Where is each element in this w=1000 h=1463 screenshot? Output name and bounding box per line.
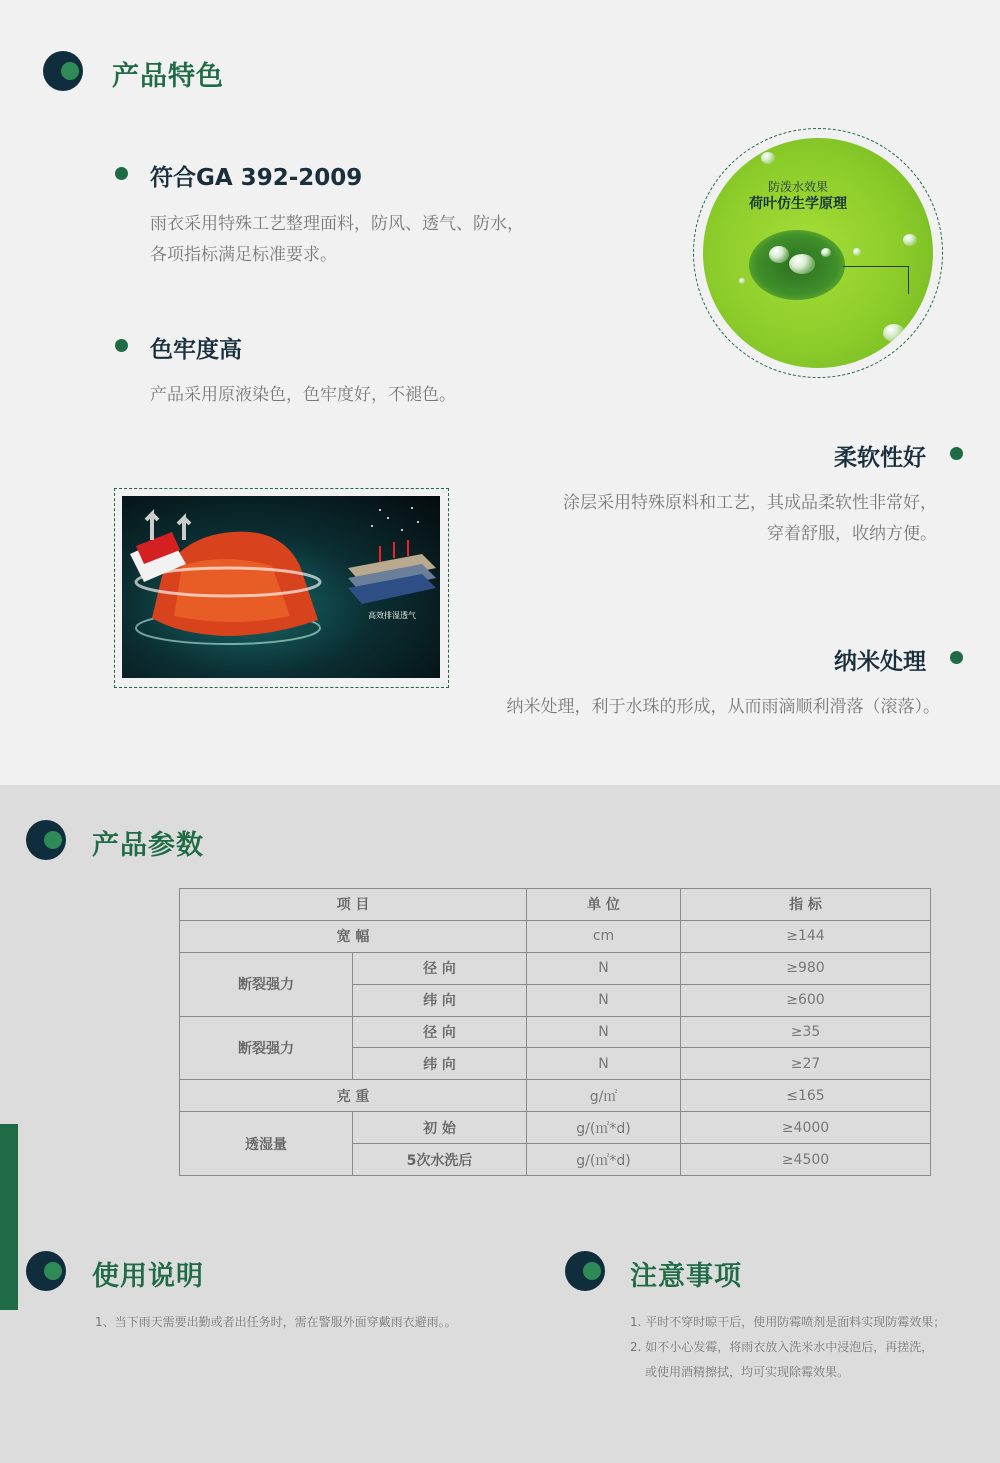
- list-item: 2. 如不小心发霉，将雨衣放入洗米水中浸泡后，再搓洗，: [630, 1340, 934, 1354]
- lotus-caption-line1: 防泼水效果: [767, 180, 828, 194]
- row-value: ≥980: [681, 952, 931, 984]
- row-unit: g/(㎡*d): [527, 1112, 681, 1144]
- row-unit: N: [527, 1016, 681, 1048]
- feature-desc-line: 雨衣采用特殊工艺整理面料，防风、透气、防水，: [150, 214, 524, 234]
- section-bullet-icon: [26, 820, 66, 860]
- feature-desc-standard: [150, 209, 524, 271]
- header-unit: 单 位: [527, 889, 681, 921]
- feature-desc-softness: [500, 488, 937, 550]
- row-value: ≤165: [681, 1080, 931, 1112]
- water-drop-icon: [739, 278, 745, 284]
- header-item: 项 目: [180, 889, 527, 921]
- row-unit: cm: [527, 920, 681, 952]
- row-sublabel: 5次水洗后: [353, 1144, 527, 1176]
- breathable-illustration: [122, 496, 440, 678]
- water-drop-icon: [789, 254, 815, 274]
- row-sublabel: 纬 向: [353, 1048, 527, 1080]
- feature-desc-line: 涂层采用特殊原料和工艺，其成品柔软性非常好，: [563, 493, 937, 513]
- lotus-effect-image: [703, 138, 933, 368]
- feature-desc-line: 产品采用原液染色，色牢度好，不褪色。: [150, 385, 456, 405]
- feature-desc-colorfast: [150, 380, 456, 411]
- row-sublabel: 初 始: [353, 1112, 527, 1144]
- row-unit: g/㎡: [527, 1080, 681, 1112]
- table-row: [180, 920, 931, 952]
- feature-desc-line: 穿着舒服，收纳方便。: [767, 524, 937, 544]
- water-drop-icon: [903, 234, 917, 246]
- water-drop-icon: [769, 246, 789, 263]
- usage-list: [95, 1310, 457, 1335]
- list-item: 1. 平时不穿时晾干后，使用防霉喷剂是面料实现防霉效果；: [630, 1315, 946, 1329]
- row-sublabel: 径 向: [353, 1016, 527, 1048]
- feature-desc-line: 纳米处理，利于水珠的形成，从而雨滴顺利滑落（滚落）。: [506, 697, 940, 717]
- params-section-title: 产品参数: [92, 830, 204, 861]
- row-unit: N: [527, 952, 681, 984]
- feature-title-softness: 柔软性好: [834, 445, 926, 471]
- feature-desc-line: 各项指标满足标准要求。: [150, 245, 337, 265]
- water-drop-icon: [883, 324, 905, 342]
- row-group-label: 断裂强力: [180, 952, 353, 1016]
- row-unit: g/(㎡*d): [527, 1144, 681, 1176]
- feature-dot-icon: [950, 447, 963, 460]
- water-drop-icon: [821, 248, 831, 257]
- lotus-caption-line2: 荷叶仿生学原理: [749, 196, 847, 212]
- table-row: [180, 1112, 931, 1144]
- header-value: 指 标: [681, 889, 931, 921]
- row-group-label: 透湿量: [180, 1112, 353, 1176]
- feature-dot-icon: [115, 167, 128, 180]
- row-group-label: 断裂强力: [180, 1016, 353, 1080]
- row-value: ≥4000: [681, 1112, 931, 1144]
- row-label: 克 重: [180, 1080, 527, 1112]
- row-label: 宽 幅: [180, 920, 527, 952]
- table-row: [180, 952, 931, 984]
- feature-desc-nano: [460, 692, 940, 723]
- section-bullet-icon: [565, 1251, 605, 1291]
- product-image-caption: 高效排湿透气: [368, 611, 416, 620]
- feature-title-nano: 纳米处理: [834, 649, 926, 675]
- water-drop-icon: [761, 152, 775, 164]
- section-bullet-icon: [26, 1251, 66, 1291]
- feature-title-colorfast: 色牢度高: [150, 337, 242, 363]
- usage-section-title: 使用说明: [92, 1261, 204, 1292]
- features-section-title: 产品特色: [112, 61, 224, 92]
- side-accent-bar: [0, 1124, 18, 1310]
- row-sublabel: 纬 向: [353, 984, 527, 1016]
- notes-list: [630, 1310, 945, 1385]
- feature-dot-icon: [115, 339, 128, 352]
- table-header-row: [180, 889, 931, 921]
- row-value: ≥35: [681, 1016, 931, 1048]
- row-unit: N: [527, 1048, 681, 1080]
- list-item: 或使用酒精擦拭，均可实现除霉效果。: [645, 1365, 850, 1379]
- row-sublabel: 径 向: [353, 952, 527, 984]
- breathable-fabric-image: [122, 496, 440, 678]
- feature-title-standard: 符合GA 392-2009: [150, 165, 363, 191]
- lotus-leader-line: [843, 266, 909, 294]
- row-value: ≥4500: [681, 1144, 931, 1176]
- list-item: 1、当下雨天需要出勤或者出任务时，需在警服外面穿戴雨衣避雨。。: [95, 1315, 457, 1329]
- feature-dot-icon: [950, 651, 963, 664]
- row-value: ≥144: [681, 920, 931, 952]
- row-value: ≥600: [681, 984, 931, 1016]
- row-value: ≥27: [681, 1048, 931, 1080]
- row-unit: N: [527, 984, 681, 1016]
- table-row: [180, 1016, 931, 1048]
- water-drop-icon: [853, 248, 861, 256]
- table-row: [180, 1080, 931, 1112]
- section-bullet-icon: [43, 51, 83, 91]
- params-table: [179, 888, 931, 1176]
- notes-section-title: 注意事项: [630, 1261, 742, 1292]
